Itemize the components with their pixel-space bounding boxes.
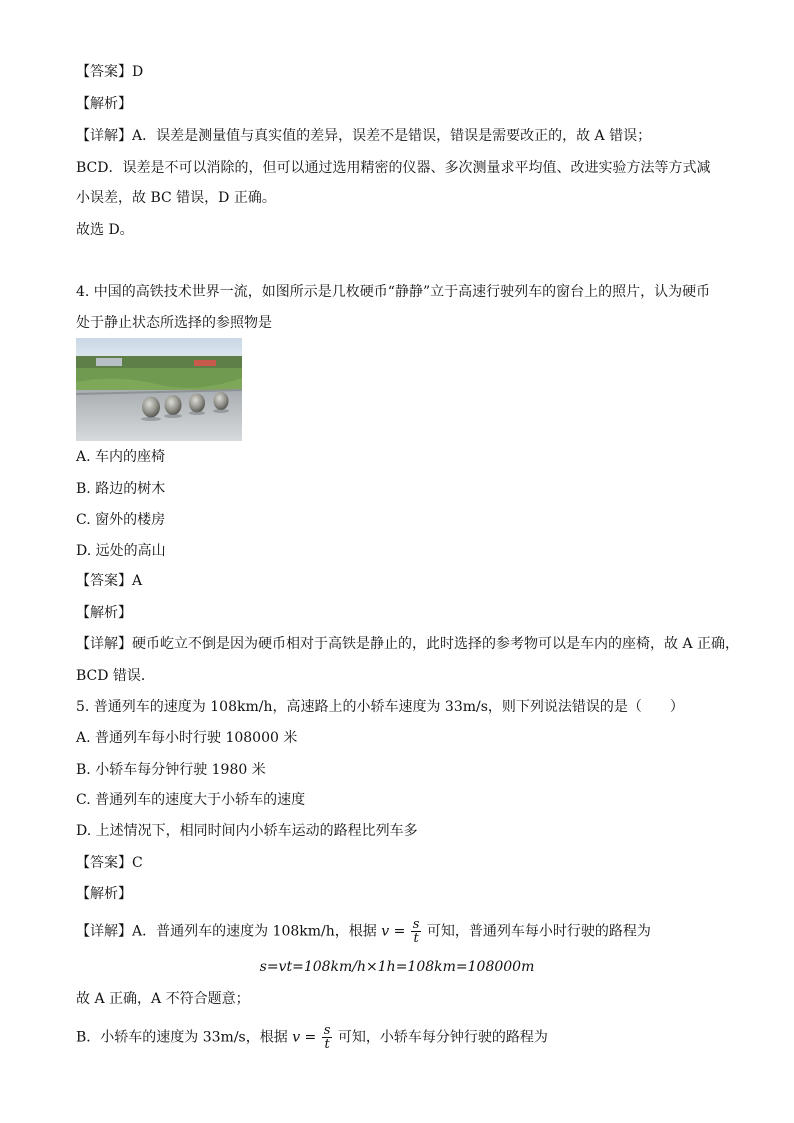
fraction-denominator: t [324,1037,330,1052]
detail-text-part: B．小轿车的速度为 33m/s，根据 [76,1029,288,1046]
equation [0,957,794,977]
answer-label: 【答案】C [76,855,143,871]
detail-text [76,1024,548,1051]
option-d: D. 上述情况下，相同时间内小轿车运动的路程比列车多 [76,823,418,839]
detail-text [76,918,651,945]
option-c: C. 窗外的楼房 [76,512,166,528]
fraction-denominator: t [413,931,419,946]
fraction-numerator: s [412,917,420,932]
option-b: B. 路边的树木 [76,481,166,497]
detail-text: BCD 错误． [76,668,155,684]
detail-text: BCD．误差是不可以消除的，但可以通过选用精密的仪器、多次测量求平均值、改进实验方法等方式减 [76,160,711,176]
analysis-label: 【解析】 [76,96,132,112]
velocity-fraction [411,918,422,945]
detail-text-part: 可知，普通列车每小时行驶的路程为 [426,923,651,940]
analysis-label: 【解析】 [76,605,132,621]
analysis-label: 【解析】 [76,886,132,902]
answer-label: 【答案】D [76,64,144,80]
fraction-numerator: s [323,1023,331,1038]
velocity-formula-lhs: v = [292,1029,317,1046]
detail-text: 小误差，故 BC 错误，D 正确。 [76,190,276,206]
detail-text: 故 A 正确，A 不符合题意； [76,991,250,1007]
detail-text: 【详解】硬币屹立不倒是因为硬币相对于高铁是静止的，此时选择的参考物可以是车内的座椅，故 A 正确， [76,636,740,652]
equation-text: s=vt=108km/h×1h=108km=108000m [259,959,535,975]
detail-text-part: 可知，小轿车每分钟行驶的路程为 [337,1029,548,1046]
option-d: D. 远处的高山 [76,543,166,559]
question-stem: 5. 普通列车的速度为 108km/h，高速路上的小轿车速度为 33m/s，则下列说法错误的是（ ） [76,699,684,715]
conclusion-text: 故选 D。 [76,222,134,238]
coins-on-train-windowsill-photo [76,338,242,441]
option-a: A. 普通列车每小时行驶 108000 米 [76,730,298,746]
detail-text: 【详解】A．误差是测量值与真实值的差异，误差不是错误，错误是需要改正的，故 A 错误； [76,128,652,144]
question-stem: 处于静止状态所选择的参照物是 [76,315,272,331]
answer-label: 【答案】A [76,573,143,589]
option-a: A. 车内的座椅 [76,449,166,465]
velocity-fraction [322,1024,333,1051]
option-b: B. 小轿车每分钟行驶 1980 米 [76,762,266,778]
velocity-formula-lhs: v = [381,923,406,940]
option-c: C. 普通列车的速度大于小轿车的速度 [76,792,306,808]
detail-text-part: 【详解】A．普通列车的速度为 108km/h，根据 [76,923,377,940]
question-stem: 4. 中国的高铁技术世界一流，如图所示是几枚硬币“静静”立于高速行驶列车的窗台上的照片，认为硬币 [76,284,711,300]
